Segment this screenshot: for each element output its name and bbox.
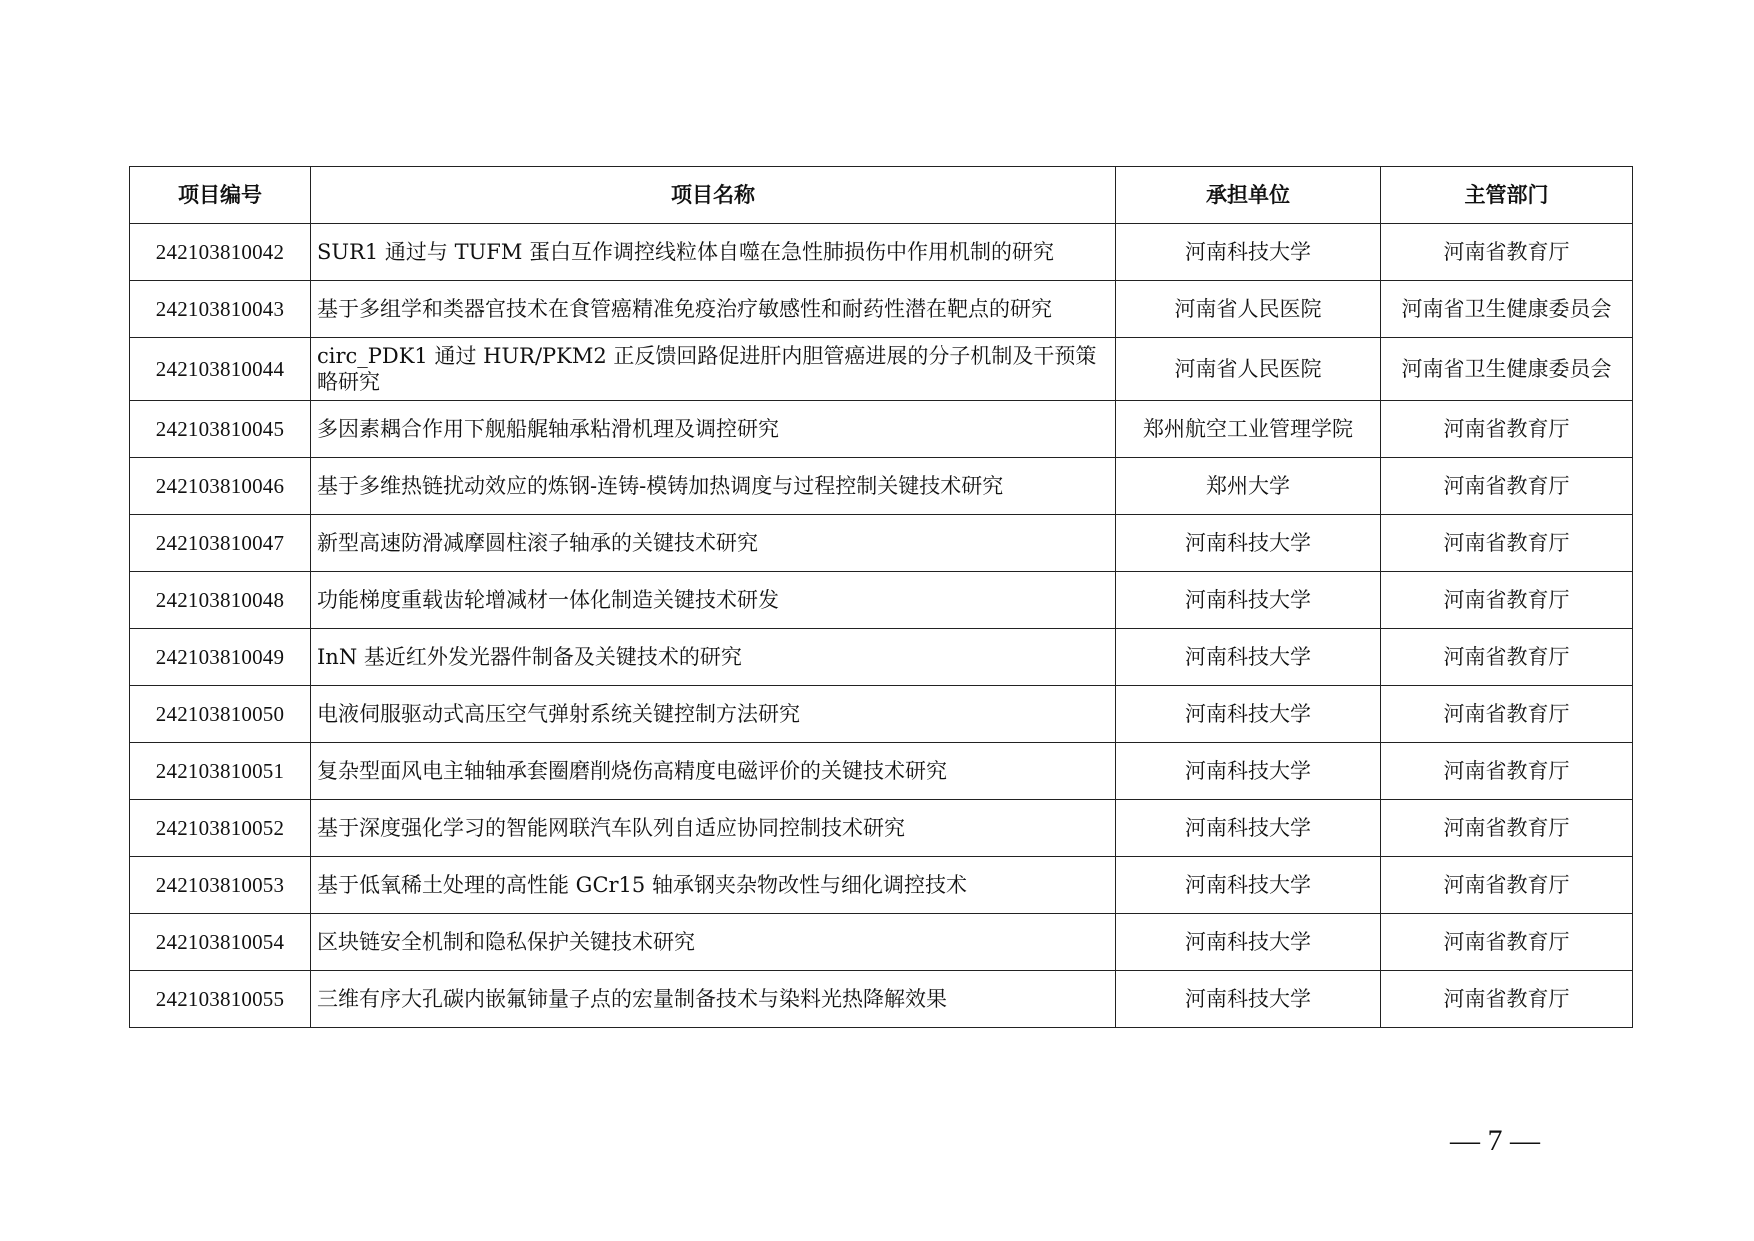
project-name: 复杂型面风电主轴轴承套圈磨削烧伤高精度电磁评价的关键技术研究 — [311, 743, 1116, 800]
supervising-department: 河南省教育厅 — [1381, 224, 1633, 281]
table-row — [130, 629, 1633, 686]
project-name: 电液伺服驱动式高压空气弹射系统关键控制方法研究 — [311, 686, 1116, 743]
project-name: 多因素耦合作用下舰船艉轴承粘滑机理及调控研究 — [311, 401, 1116, 458]
project-id: 242103810050 — [130, 686, 311, 743]
undertaking-unit: 河南科技大学 — [1116, 914, 1381, 971]
project-id: 242103810052 — [130, 800, 311, 857]
table-row — [130, 338, 1633, 401]
project-name: 基于多维热链扰动效应的炼钢-连铸-模铸加热调度与过程控制关键技术研究 — [311, 458, 1116, 515]
project-id: 242103810047 — [130, 515, 311, 572]
project-id: 242103810049 — [130, 629, 311, 686]
undertaking-unit: 河南科技大学 — [1116, 515, 1381, 572]
project-id: 242103810053 — [130, 857, 311, 914]
project-id: 242103810044 — [130, 338, 311, 401]
header-supervising-department: 主管部门 — [1381, 167, 1633, 224]
project-name: 基于低氧稀土处理的高性能 GCr15 轴承钢夹杂物改性与细化调控技术 — [311, 857, 1116, 914]
project-name: circ_PDK1 通过 HUR/PKM2 正反馈回路促进肝内胆管癌进展的分子机制及干预策略研究 — [311, 338, 1116, 401]
supervising-department: 河南省卫生健康委员会 — [1381, 338, 1633, 401]
undertaking-unit: 河南省人民医院 — [1116, 338, 1381, 401]
supervising-department: 河南省教育厅 — [1381, 401, 1633, 458]
project-name: InN 基近红外发光器件制备及关键技术的研究 — [311, 629, 1116, 686]
table-row — [130, 458, 1633, 515]
table-row — [130, 914, 1633, 971]
table-row — [130, 572, 1633, 629]
project-table — [129, 166, 1633, 1028]
table-row — [130, 743, 1633, 800]
undertaking-unit: 河南省人民医院 — [1116, 281, 1381, 338]
project-id: 242103810046 — [130, 458, 311, 515]
project-name: 基于多组学和类器官技术在食管癌精准免疫治疗敏感性和耐药性潜在靶点的研究 — [311, 281, 1116, 338]
header-undertaking-unit: 承担单位 — [1116, 167, 1381, 224]
header-project-id: 项目编号 — [130, 167, 311, 224]
supervising-department: 河南省卫生健康委员会 — [1381, 281, 1633, 338]
undertaking-unit: 河南科技大学 — [1116, 971, 1381, 1028]
project-id: 242103810043 — [130, 281, 311, 338]
table-header-row — [130, 167, 1633, 224]
project-name: 基于深度强化学习的智能网联汽车队列自适应协同控制技术研究 — [311, 800, 1116, 857]
undertaking-unit: 河南科技大学 — [1116, 629, 1381, 686]
project-name: SUR1 通过与 TUFM 蛋白互作调控线粒体自噬在急性肺损伤中作用机制的研究 — [311, 224, 1116, 281]
undertaking-unit: 郑州大学 — [1116, 458, 1381, 515]
project-id: 242103810048 — [130, 572, 311, 629]
supervising-department: 河南省教育厅 — [1381, 515, 1633, 572]
project-id: 242103810051 — [130, 743, 311, 800]
project-name: 区块链安全机制和隐私保护关键技术研究 — [311, 914, 1116, 971]
undertaking-unit: 河南科技大学 — [1116, 686, 1381, 743]
project-id: 242103810054 — [130, 914, 311, 971]
supervising-department: 河南省教育厅 — [1381, 800, 1633, 857]
page-number: — 7 — — [1450, 1124, 1540, 1157]
undertaking-unit: 河南科技大学 — [1116, 800, 1381, 857]
table-row — [130, 857, 1633, 914]
supervising-department: 河南省教育厅 — [1381, 857, 1633, 914]
project-id: 242103810042 — [130, 224, 311, 281]
supervising-department: 河南省教育厅 — [1381, 971, 1633, 1028]
supervising-department: 河南省教育厅 — [1381, 914, 1633, 971]
table-row — [130, 401, 1633, 458]
table-row — [130, 224, 1633, 281]
undertaking-unit: 河南科技大学 — [1116, 743, 1381, 800]
project-name: 功能梯度重载齿轮增减材一体化制造关键技术研发 — [311, 572, 1116, 629]
supervising-department: 河南省教育厅 — [1381, 686, 1633, 743]
undertaking-unit: 河南科技大学 — [1116, 224, 1381, 281]
supervising-department: 河南省教育厅 — [1381, 743, 1633, 800]
table-row — [130, 281, 1633, 338]
undertaking-unit: 河南科技大学 — [1116, 572, 1381, 629]
undertaking-unit: 河南科技大学 — [1116, 857, 1381, 914]
table-row — [130, 515, 1633, 572]
table-row — [130, 800, 1633, 857]
project-name: 三维有序大孔碳内嵌氟铈量子点的宏量制备技术与染料光热降解效果 — [311, 971, 1116, 1028]
supervising-department: 河南省教育厅 — [1381, 629, 1633, 686]
project-id: 242103810045 — [130, 401, 311, 458]
header-project-name: 项目名称 — [311, 167, 1116, 224]
project-id: 242103810055 — [130, 971, 311, 1028]
undertaking-unit: 郑州航空工业管理学院 — [1116, 401, 1381, 458]
table-row — [130, 971, 1633, 1028]
supervising-department: 河南省教育厅 — [1381, 458, 1633, 515]
project-name: 新型高速防滑减摩圆柱滚子轴承的关键技术研究 — [311, 515, 1116, 572]
supervising-department: 河南省教育厅 — [1381, 572, 1633, 629]
table-row — [130, 686, 1633, 743]
